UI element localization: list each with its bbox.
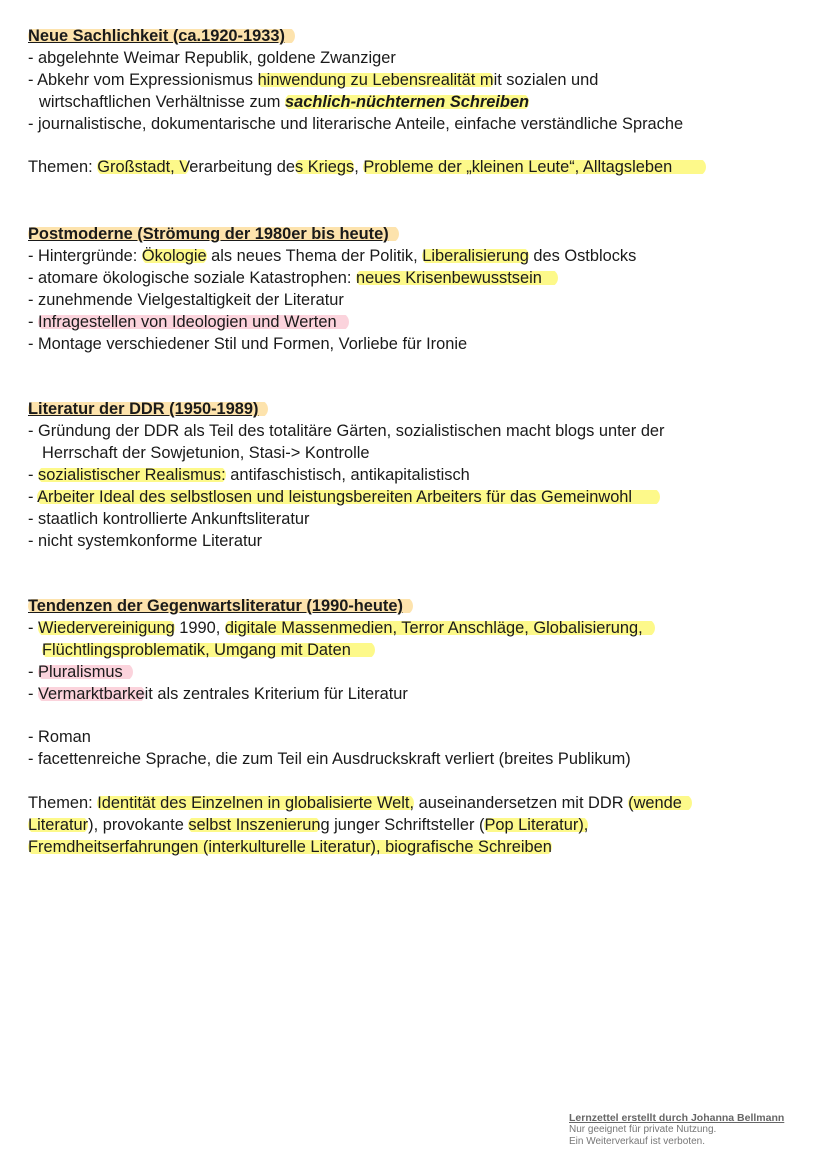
- bullet-line-continued: Flüchtlingsproblematik, Umgang mit Daten: [28, 640, 375, 660]
- footer-resale-note: Ein Weiterverkauf ist verboten.: [569, 1136, 705, 1147]
- bullet-line: - staatlich kontrollierte Ankunftsliteratur: [28, 510, 310, 528]
- bullet-line: - Hintergründe: Ökologie als neues Thema der Politik, Liberalisierung des Ostblocks: [28, 247, 637, 265]
- bullet-line: - Roman: [28, 728, 91, 746]
- bullet-line: - Pluralismus: [28, 662, 133, 682]
- bullet-line: - facettenreiche Sprache, die zum Teil ein Ausdruckskraft verliert (breites Publikum): [28, 750, 631, 768]
- bullet-line: - Gründung der DDR als Teil des totalitäre Gärten, sozialistischen macht blogs unter der: [28, 422, 665, 440]
- bullet-line: - nicht systemkonforme Literatur: [28, 532, 263, 550]
- bullet-line: - journalistische, dokumentarische und literarische Anteile, einfache verständliche Sprache: [28, 115, 684, 133]
- footer-usage-note: Nur geeignet für private Nutzung.: [569, 1124, 717, 1135]
- bullet-line: - sozialistischer Realismus: antifaschistisch, antikapitalistisch: [28, 466, 470, 484]
- bullet-line: - Vermarktbarkeit als zentrales Kriterium für Literatur: [28, 685, 408, 703]
- themes-line: Themen: Identität des Einzelnen in globalisierte Welt, auseinandersetzen mit DDR (wende: [28, 793, 692, 813]
- themes-line: Themen: Großstadt, Verarbeitung des Kriegs, Probleme der „kleinen Leute“, Alltagsleben: [28, 157, 706, 177]
- bullet-line: - Wiedervereinigung 1990, digitale Massenmedien, Terror Anschläge, Globalisierung,: [28, 618, 655, 638]
- bullet-line-continued: wirtschaftlichen Verhältnisse zum sachlich-nüchternen Schreiben: [39, 93, 530, 111]
- section-heading-neue-sachlichkeit: Neue Sachlichkeit (ca.1920-1933): [28, 26, 295, 46]
- footer-author: Lernzettel erstellt durch Johanna Bellmann: [569, 1112, 785, 1124]
- bullet-line: - Abkehr vom Expressionismus hinwendung zu Lebensrealität mit sozialen und: [28, 71, 599, 89]
- bullet-line: - Infragestellen von Ideologien und Werten: [28, 312, 349, 332]
- themes-line: Literatur), provokante selbst Inszenierung junger Schriftsteller (Pop Literatur),: [28, 816, 589, 834]
- bullet-line: - abgelehnte Weimar Republik, goldene Zwanziger: [28, 49, 396, 67]
- themes-line: Fremdheitserfahrungen (interkulturelle Literatur), biografische Schreiben: [28, 838, 552, 856]
- footer-credit: [569, 1112, 784, 1148]
- section-heading-gegenwartsliteratur: Tendenzen der Gegenwartsliteratur (1990-heute): [28, 596, 413, 616]
- section-heading-ddr: Literatur der DDR (1950-1989): [28, 399, 268, 419]
- bullet-line: - atomare ökologische soziale Katastrophen: neues Krisenbewusstsein: [28, 268, 558, 288]
- bullet-line: - zunehmende Vielgestaltigkeit der Literatur: [28, 291, 344, 309]
- bullet-line: - Arbeiter Ideal des selbstlosen und leistungsbereiten Arbeiters für das Gemeinwohl: [28, 487, 660, 507]
- bullet-line-continued: Herrschaft der Sowjetunion, Stasi-> Kontrolle: [42, 444, 370, 462]
- bullet-line: - Montage verschiedener Stil und Formen, Vorliebe für Ironie: [28, 335, 468, 353]
- section-heading-postmoderne: Postmoderne (Strömung der 1980er bis heute): [28, 224, 399, 244]
